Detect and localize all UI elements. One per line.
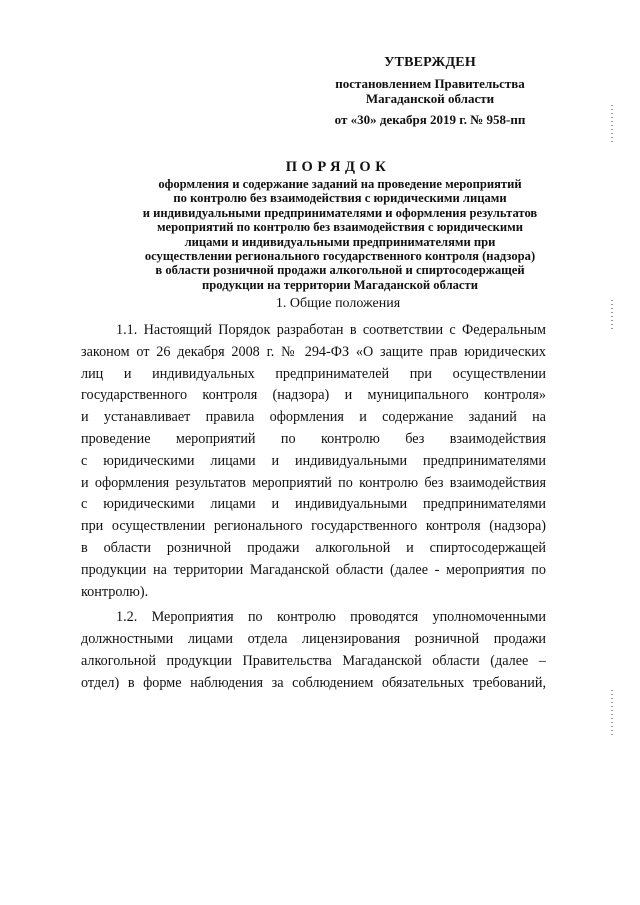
subtitle-line: осуществлении регионального государственного контроля (надзора) (144, 249, 536, 264)
approval-title: УТВЕРЖДЕН (384, 55, 476, 70)
approval-date-line: от «30» декабря 2019 г. № 958-пп (334, 112, 526, 127)
scan-artifact (611, 105, 613, 145)
paragraph-line: и оформления результатов мероприятий по контролю без взаимодействия (81, 474, 546, 491)
subtitle-line: продукции на территории Магаданской области (202, 277, 478, 292)
subtitle-line: оформления и содержание заданий на проведение мероприятий (158, 177, 522, 191)
scan-artifact (611, 690, 613, 735)
paragraph-line: продукции на территории Магаданской области (далее - мероприятия по (81, 561, 546, 578)
subtitle-line: лицами и индивидуальными предпринимателями при (184, 234, 496, 249)
subtitle-line: и индивидуальными предпринимателями и оформления результатов (142, 205, 538, 220)
approval-line-2: Магаданской области (365, 91, 495, 106)
document-title: ПОРЯДОК (285, 159, 391, 175)
paragraph-line: лиц и индивидуальных предпринимателей при осуществлении (81, 365, 546, 382)
paragraph-line: с юридическими лицами и индивидуальными предпринимателями (81, 452, 546, 469)
paragraph-line: 1.2. Мероприятия по контролю проводятся уполномоченными (116, 609, 546, 626)
paragraph-line: государственного контроля (надзора) и муниципального контроля» (81, 387, 546, 404)
paragraph-line: должностными лицами отдела лицензирования розничной продажи (81, 631, 546, 648)
paragraph-line: алкогольной продукции Правительства Магаданской области (далее – (81, 652, 546, 669)
paragraph-line: и устанавливает правила оформления и содержание заданий на (81, 409, 546, 426)
paragraph-line: законом от 26 декабря 2008 г. № 294-ФЗ «О защите прав юридических (81, 343, 546, 360)
paragraph-line: отдел) в форме наблюдения за соблюдением обязательных требований, (81, 674, 546, 691)
approval-line-1: постановлением Правительства (335, 76, 525, 91)
paragraph-line: при осуществлении регионального государственного контроля (надзора) (81, 518, 546, 535)
paragraph-line: проведение мероприятий по контролю без взаимодействия (81, 430, 546, 447)
approval-stamp (300, 55, 560, 127)
subtitle-line: по контролю без взаимодействия с юридическими лицами (173, 191, 507, 206)
document-body (81, 320, 546, 695)
scan-artifact (611, 300, 613, 330)
paragraph-line: в области розничной продажи алкогольной и спиртосодержащей (81, 539, 546, 556)
document-subtitle (60, 177, 620, 292)
paragraph-line: с юридическими лицами и индивидуальными предпринимателями (81, 496, 546, 513)
section-heading: 1. Общие положения (275, 296, 401, 311)
subtitle-line: мероприятий по контролю без взаимодействия с юридическими (156, 220, 524, 235)
paragraph-line: контролю). (81, 583, 149, 600)
subtitle-line: в области розничной продажи алкогольной и спиртосодержащей (155, 263, 525, 278)
paragraph-line: 1.1. Настоящий Порядок разработан в соответствии с Федеральным (116, 322, 546, 338)
